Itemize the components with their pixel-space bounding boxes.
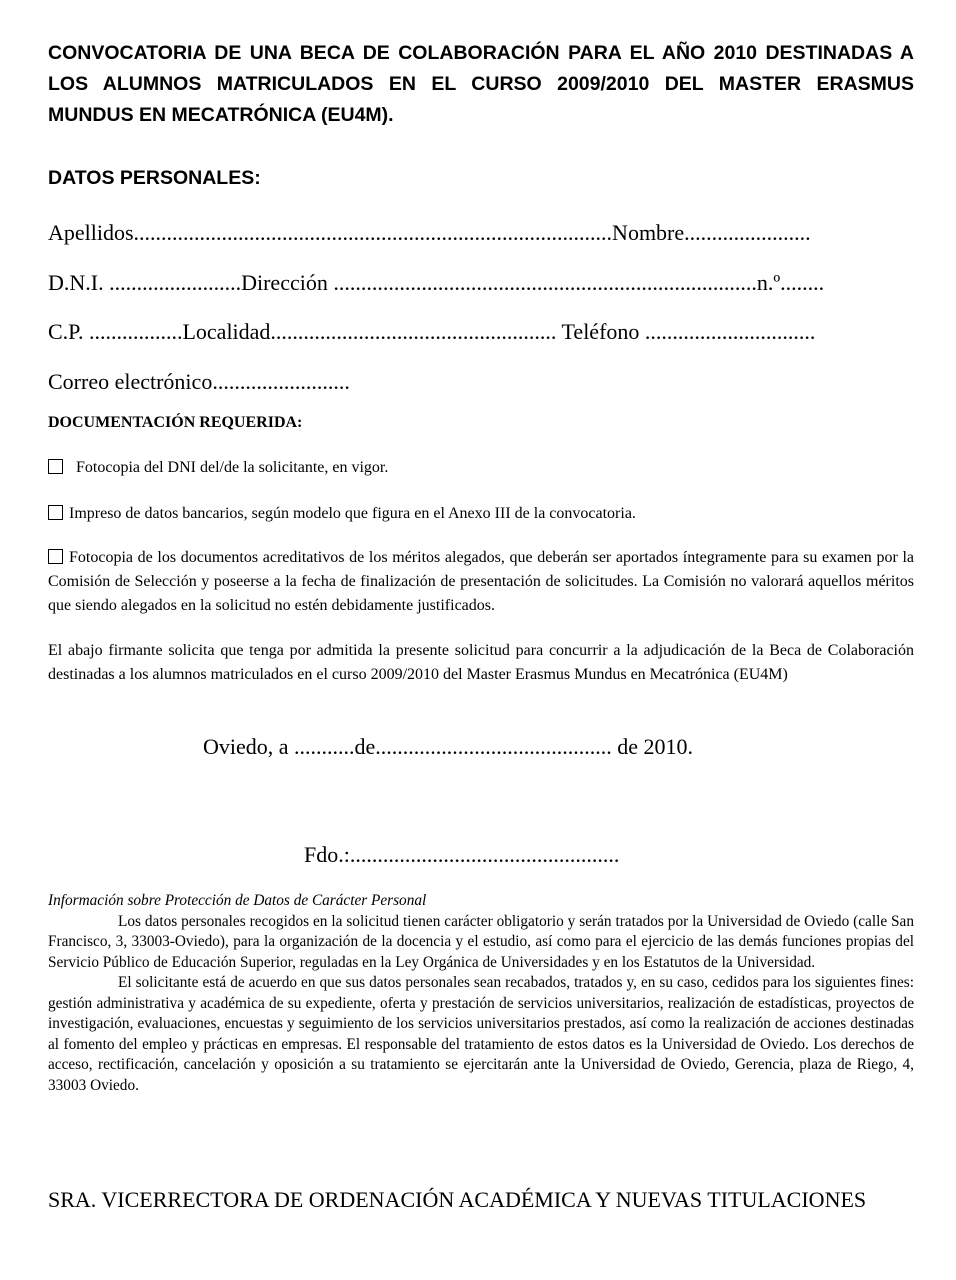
doc-item-bank	[48, 502, 914, 526]
doc-item-dni-label: Fotocopia del DNI del/de la solicitante, en vigor.	[72, 459, 389, 476]
doc-item-merits	[48, 546, 914, 618]
data-protection-paragraph-2: El solicitante está de acuerdo en que sus datos personales sean recabados, tratados y, en su caso, cedidos para los siguientes fines: gestión administrativa y académica de su expediente, oferta y prestación de servicios universitarios, realización de estadísticas, proyectos de investigación, evaluaciones, encuestas y seguimiento de los servicios universitarios prestados, así como la realización de acciones destinadas al fomento del empleo y prácticas en empresas. El responsable del tratamiento de estos datos es la Universidad de Oviedo. Los derechos de acceso, rectificación, cancelación y oposición a su tratamiento se ejercitarán ante la Universidad de Oviedo, Gerencia, plaza de Riego, 4, 33003 Oviedo.	[48, 974, 914, 1094]
surname-name-field[interactable]: Apellidos.......................................................................................Nombre.......................	[48, 220, 811, 245]
checkbox-bank[interactable]	[48, 505, 63, 520]
request-paragraph: El abajo firmante solicita que tenga por admitida la presente solicitud para concurrir a la adjudicación de la Beca de Colaboración destinadas a los alumnos matriculados en el curso 2009/2010 del Master Erasmus Mundus en Mecatrónica (EU4M)	[48, 642, 914, 683]
data-protection-section	[48, 891, 914, 1096]
dni-address-field[interactable]: D.N.I. ........................Dirección .............................................................................n.º........	[48, 270, 825, 295]
doc-item-merits-label: Fotocopia de los documentos acreditativos de los méritos alegados, que deberán ser aportados íntegramente para su examen por la Comisión de Selección y poseerse a la fecha de finalización de presentación de solicitudes. La Comisión no valorará aquellos méritos que siendo alegados en la solicitud no estén debidamente justificados.	[48, 549, 914, 614]
place-date-line[interactable]: Oviedo, a ...........de........................................... de 2010.	[203, 734, 694, 759]
checkbox-merits[interactable]	[48, 549, 63, 564]
document-title: CONVOCATORIA DE UNA BECA DE COLABORACIÓN PARA EL AÑO 2010 DESTINADAS A LOS ALUMNOS MATRICULADOS EN EL CURSO 2009/2010 DEL MASTER ERASMUS MUNDUS EN MECATRÓNICA (EU4M).	[48, 42, 914, 126]
required-documentation-heading: DOCUMENTACIÓN REQUERIDA:	[48, 414, 303, 431]
data-protection-paragraph-1: Los datos personales recogidos en la solicitud tienen carácter obligatorio y serán tratados por la Universidad de Oviedo (calle San Francisco, 3, 33003-Oviedo), para la organización de la docencia y el estudio, así como para el ejercicio de las demás funciones propias del Servicio Público de Educación Superior, reguladas en la Ley Orgánica de Universidades y en los Estatutos de la Universidad.	[48, 912, 914, 971]
signature-line[interactable]: Fdo.:.................................................	[304, 842, 620, 867]
doc-item-dni	[48, 456, 914, 480]
checkbox-dni[interactable]	[48, 459, 63, 474]
addressee: SRA. VICERRECTORA DE ORDENACIÓN ACADÉMICA Y NUEVAS TITULACIONES	[48, 1187, 867, 1212]
doc-item-bank-label: Impreso de datos bancarios, según modelo que figura en el Anexo III de la convocatoria.	[69, 505, 636, 522]
email-field[interactable]: Correo electrónico.........................	[48, 369, 350, 394]
data-protection-title: Información sobre Protección de Datos de Carácter Personal	[48, 892, 427, 909]
personal-data-heading: DATOS PERSONALES:	[48, 167, 261, 189]
postal-locality-phone-field[interactable]: C.P. .................Localidad.................................................... Teléfono ...............................	[48, 319, 816, 344]
